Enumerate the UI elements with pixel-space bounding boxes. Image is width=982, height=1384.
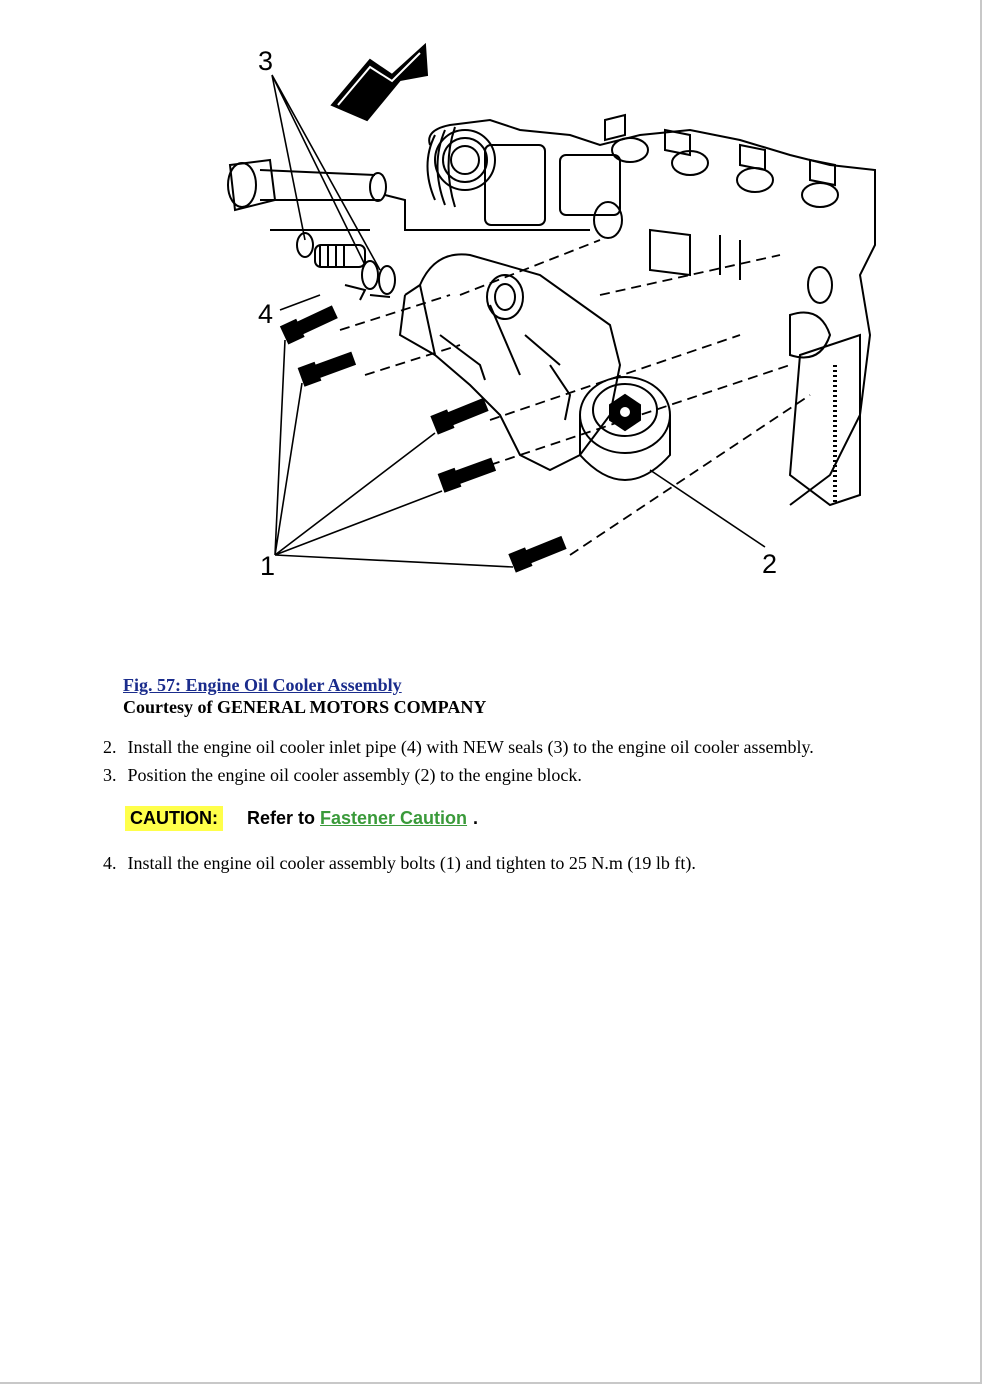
caution-suffix: . [473, 808, 479, 828]
step-number: 2. [103, 737, 117, 757]
engine-oil-cooler-illustration [220, 35, 880, 595]
caution-prefix: Refer to [247, 808, 316, 828]
list-item [103, 765, 582, 786]
list-item [103, 737, 814, 758]
bolt-alignment-lines [340, 240, 810, 555]
step-number: 3. [103, 765, 117, 785]
direction-arrow-icon [332, 45, 427, 120]
callout-2: 2 [762, 549, 778, 579]
step-text: Install the engine oil cooler assembly bolts (1) and tighten to 25 N.m (19 lb ft). [127, 853, 696, 873]
step-text: Install the engine oil cooler inlet pipe (4) with NEW seals (3) to the engine oil cooler assembly. [127, 737, 814, 757]
seals-and-fitting [297, 233, 395, 300]
caution-badge: CAUTION: [125, 806, 223, 831]
callout-1: 1 [260, 551, 276, 581]
fastener-caution-link[interactable]: Fastener Caution [320, 808, 468, 828]
figure-courtesy: Courtesy of GENERAL MOTORS COMPANY [123, 697, 487, 717]
list-item [103, 853, 696, 874]
callout-3: 3 [258, 46, 274, 76]
leader-lines [272, 75, 765, 567]
cooler-bolts [281, 304, 566, 571]
caution-note [125, 806, 478, 831]
inlet-pipe [228, 160, 590, 230]
step-text: Position the engine oil cooler assembly (2) to the engine block. [127, 765, 582, 785]
oil-cooler-assembly [400, 254, 670, 480]
step-number: 4. [103, 853, 117, 873]
figure-caption-link[interactable]: Fig. 57: Engine Oil Cooler Assembly [123, 675, 402, 695]
callout-4: 4 [258, 299, 274, 329]
